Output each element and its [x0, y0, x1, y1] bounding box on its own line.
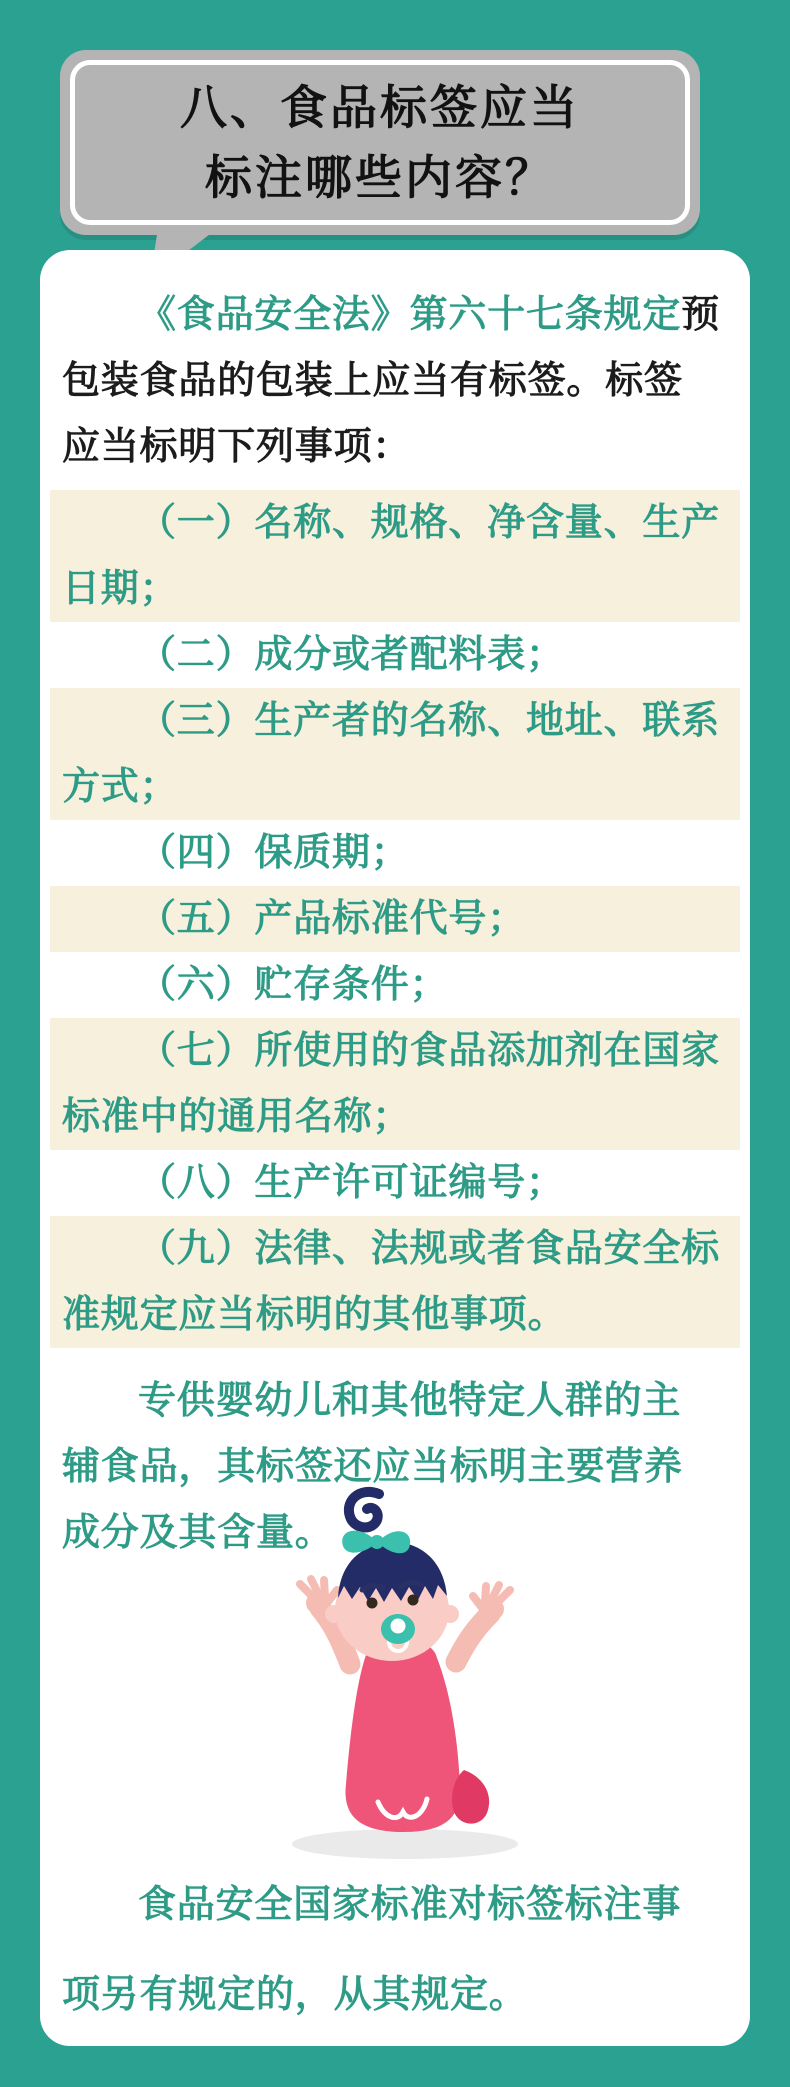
list-item-9-line-1: （九）法律、法规或者食品安全标: [138, 1228, 721, 1270]
baby-illustration: [280, 1486, 530, 1861]
infant-paragraph-line-1: 专供婴幼儿和其他特定人群的主: [138, 1380, 682, 1422]
list-item-3: [50, 688, 740, 820]
list-item-8: [50, 1150, 740, 1216]
law-reference-highlight: 《食品安全法》第六十七条规定: [138, 294, 682, 336]
page-title-line-2: 标注哪些内容？: [205, 150, 555, 204]
standard-paragraph-line-2: 项另有规定的，从其规定。: [62, 1974, 528, 2016]
national-standard-paragraph: [62, 1860, 728, 2040]
intro-line-1-rest: 预: [681, 294, 721, 336]
list-item-2: [50, 622, 740, 688]
list-item-6-line-1: （六）贮存条件；: [138, 964, 449, 1006]
infant-paragraph-line-2: 辅食品，其标签还应当标明主要营养: [62, 1446, 683, 1488]
list-item-3-line-1: （三）生产者的名称、地址、联系: [138, 700, 721, 742]
standard-paragraph-line-1: 食品安全国家标准对标签标注事: [138, 1884, 682, 1926]
title-speech-bubble: [60, 50, 700, 235]
list-item-7-line-2: 标准中的通用名称；: [62, 1096, 412, 1138]
content-card: [40, 250, 750, 2046]
list-item-1-line-2: 日期；: [62, 568, 179, 610]
baby-shadow: [292, 1829, 518, 1859]
title-bubble-border: [70, 60, 690, 225]
list-item-1: [50, 490, 740, 622]
list-item-5: [50, 886, 740, 952]
list-item-1-line-1: （一）名称、规格、净含量、生产: [138, 502, 721, 544]
list-item-6: [50, 952, 740, 1018]
list-item-9-line-2: 准规定应当标明的其他事项。: [62, 1294, 567, 1336]
infant-paragraph-line-3: 成分及其含量。: [62, 1512, 334, 1554]
list-item-3-line-2: 方式；: [62, 766, 179, 808]
list-item-7-line-1: （七）所使用的食品添加剂在国家: [138, 1030, 721, 1072]
list-item-7: [50, 1018, 740, 1150]
list-item-9: [50, 1216, 740, 1348]
list-item-5-line-1: （五）产品标准代号；: [138, 898, 527, 940]
intro-line-2: 包装食品的包装上应当有标签。标签: [62, 360, 683, 402]
intro-line-3: 应当标明下列事项：: [62, 426, 412, 468]
intro-paragraph: [62, 282, 728, 480]
page-title-line-1: 八、食品标签应当: [180, 80, 580, 134]
intro-line-1: [62, 282, 728, 348]
list-item-8-line-1: （八）生产许可证编号；: [138, 1162, 565, 1204]
list-item-4: [50, 820, 740, 886]
label-requirements-list: [50, 490, 740, 1348]
list-item-2-line-1: （二）成分或者配料表；: [138, 634, 565, 676]
list-item-4-line-1: （四）保质期；: [138, 832, 410, 874]
